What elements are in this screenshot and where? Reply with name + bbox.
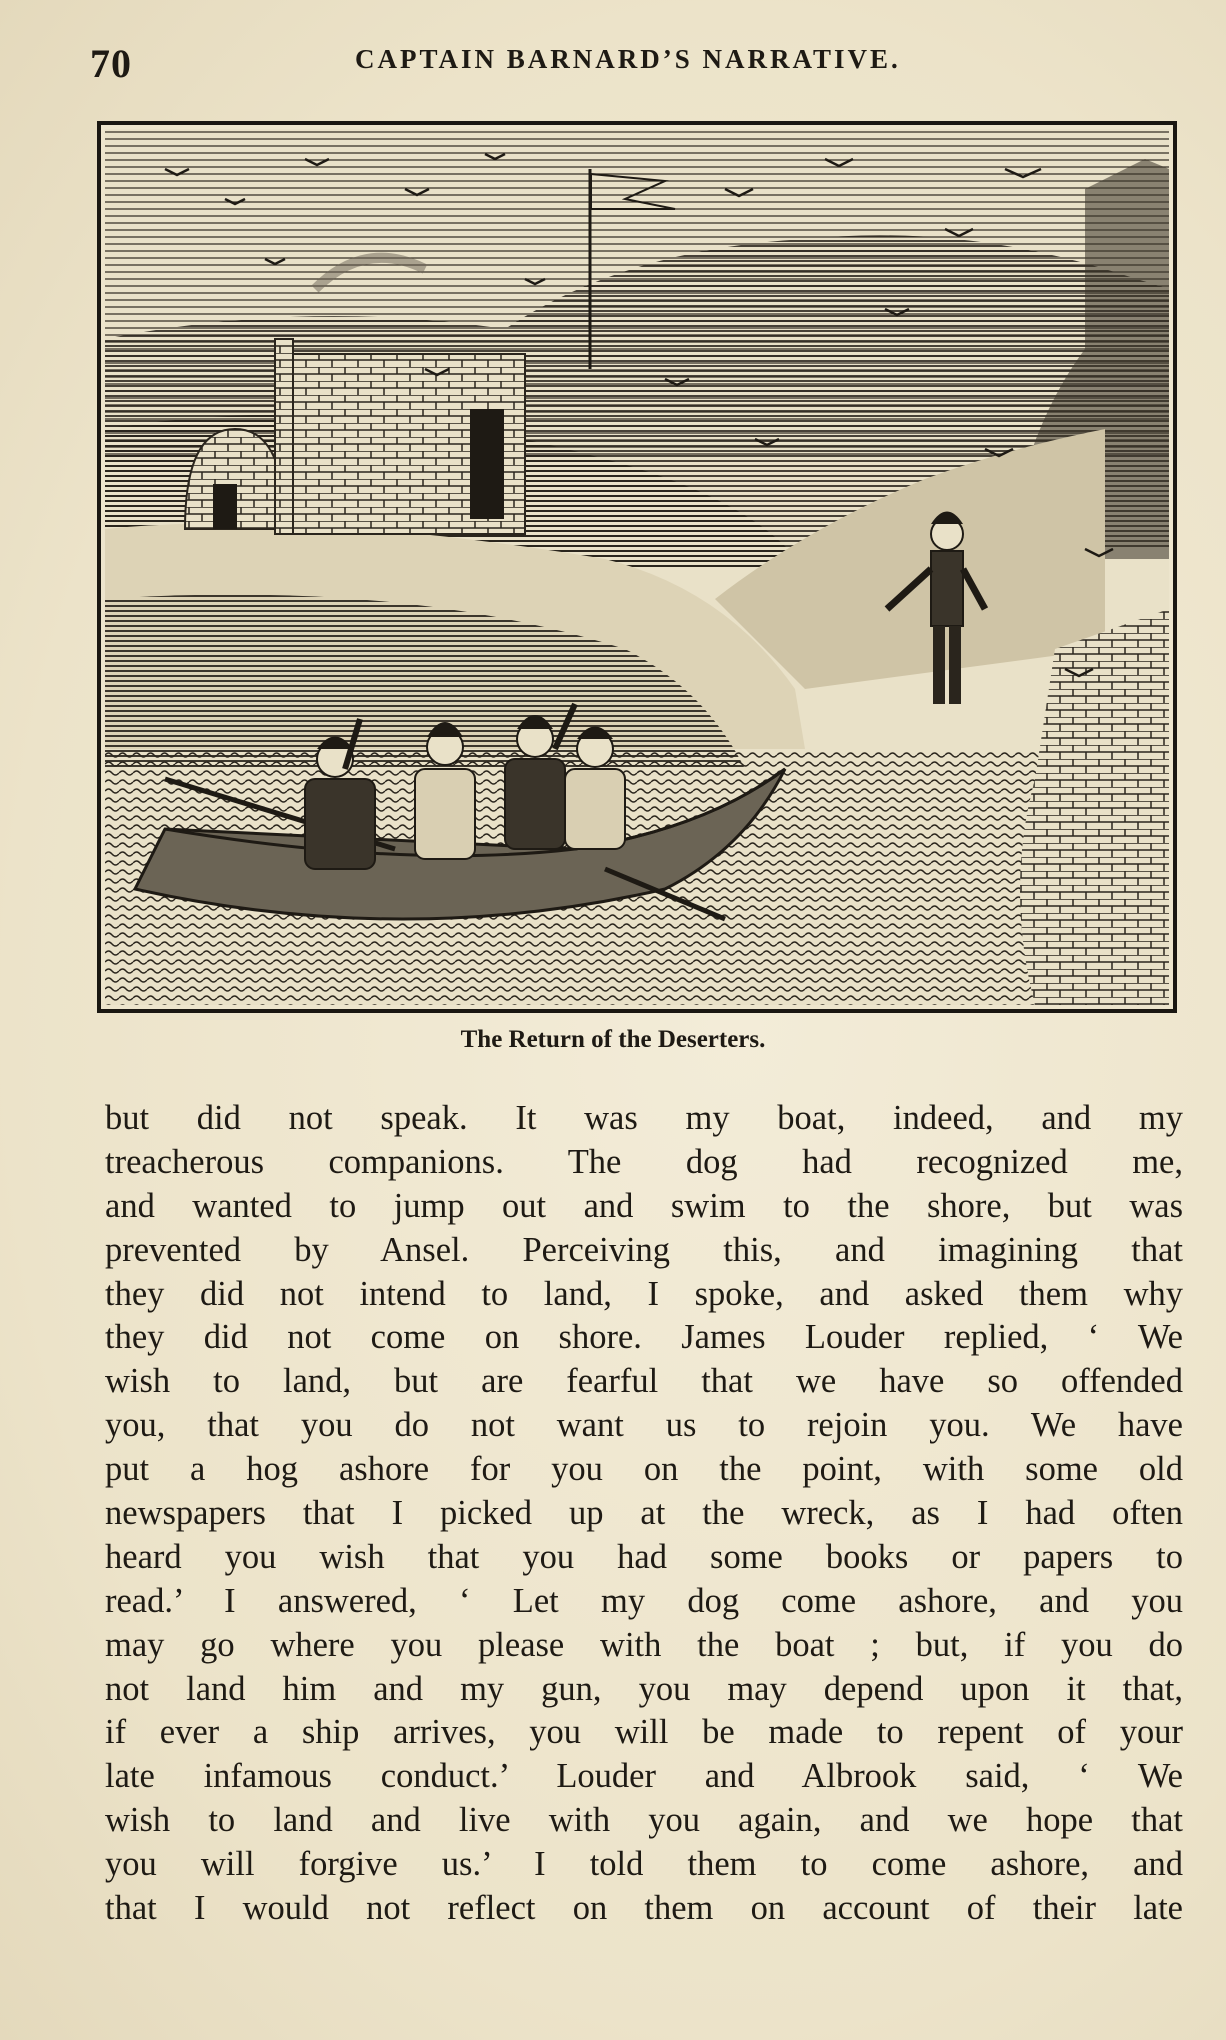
text-line: that I would not reflect on them on account of their late bbox=[105, 1889, 1183, 1928]
text-line: but did not speak. It was my boat, indeed, and my bbox=[105, 1099, 1183, 1137]
text-line: late infamous conduct.’ Louder and Albrook said, ‘ We bbox=[105, 1757, 1183, 1796]
narrative-text bbox=[105, 1097, 1183, 1931]
text-line: not land him and my gun, you may depend upon it that, bbox=[105, 1669, 1183, 1708]
text-line: treacherous companions. The dog had recognized me, bbox=[105, 1142, 1183, 1181]
text-line: wish to land, but are fearful that we have so offended bbox=[105, 1362, 1183, 1401]
text-line: wish to land and live with you again, and we hope that bbox=[105, 1801, 1183, 1840]
text-line: you will forgive us.’ I told them to come ashore, and bbox=[105, 1845, 1183, 1884]
text-line: put a hog ashore for you on the point, with some old bbox=[105, 1450, 1183, 1489]
text-line: you, that you do not want us to rejoin you. We have bbox=[105, 1406, 1183, 1445]
text-line: read.’ I answered, ‘ Let my dog come ashore, and you bbox=[105, 1581, 1183, 1620]
engraving-image bbox=[105, 129, 1169, 1005]
text-line: newspapers that I picked up at the wreck, as I had often bbox=[105, 1494, 1183, 1533]
text-line: they did not come on shore. James Louder replied, ‘ We bbox=[105, 1318, 1183, 1357]
running-head: CAPTAIN BARNARD’S NARRATIVE. bbox=[355, 44, 901, 74]
illustration-caption: The Return of the Deserters. bbox=[460, 1026, 766, 1053]
engraving-illustration bbox=[97, 121, 1177, 1013]
text-line: prevented by Ansel. Perceiving this, and imagining that bbox=[105, 1230, 1183, 1269]
text-line: they did not intend to land, I spoke, and asked them why bbox=[105, 1274, 1183, 1313]
text-line: and wanted to jump out and swim to the shore, but was bbox=[105, 1186, 1183, 1225]
page-number: 70 bbox=[90, 41, 132, 86]
text-line: heard you wish that you had some books or papers to bbox=[105, 1537, 1183, 1576]
text-line: may go where you please with the boat ; but, if you do bbox=[105, 1625, 1183, 1664]
text-line: if ever a ship arrives, you will be made to repent of your bbox=[105, 1713, 1183, 1752]
